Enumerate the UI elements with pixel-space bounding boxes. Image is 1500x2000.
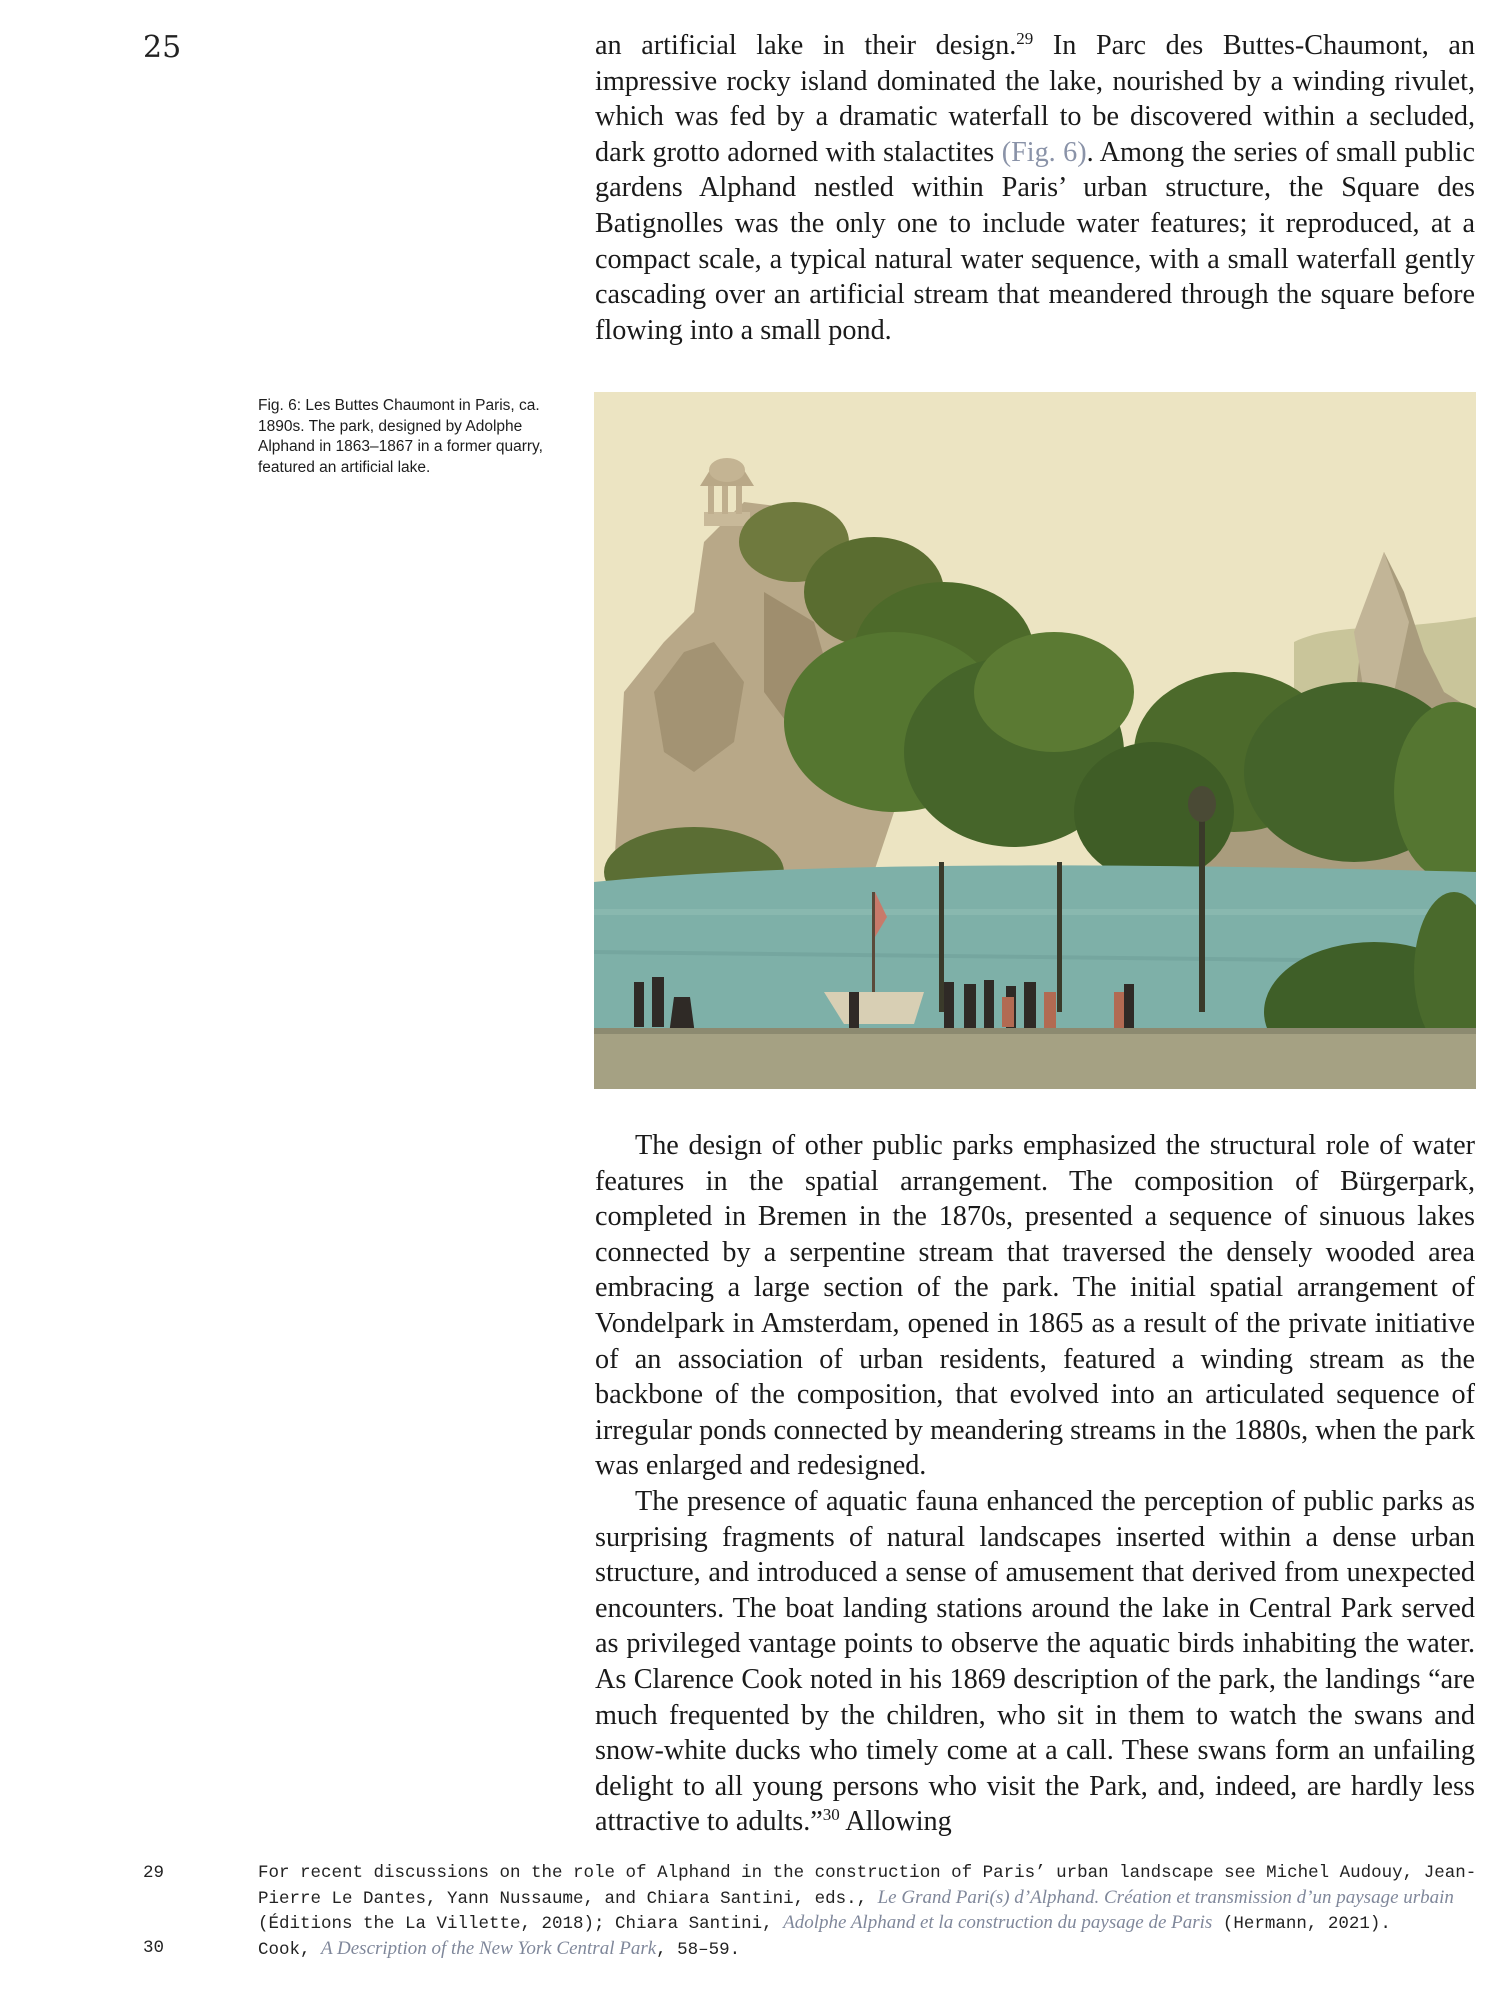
paragraph-text: . Among the series of small public gardens Alphand nestled within Paris’ urban structure, the Square des Batignolles was the only one to include water features; it reproduced, at a compact scale, a typical natural water sequence, with a small waterfall gently cascading over an artificial stream that meandered through the square before flowing into a small pond. — [595, 136, 1476, 346]
footnotes — [143, 1862, 1478, 1962]
figure-reference-link[interactable]: (Fig. 6) — [1001, 136, 1087, 168]
paragraph-text: Allowing — [839, 1806, 952, 1838]
footnote-book-title: Adolphe Alphand et la construction du paysage de Paris — [783, 1912, 1213, 1933]
footnote-29 — [143, 1862, 1478, 1937]
footnote-text: For recent discussions on the role of Alphand in the construction of Paris’ urban landscape see Michel Audouy, Jean-Pierre Le Dantes, Yann Nussaume, and Chiara Santini, eds., — [258, 1863, 1477, 1909]
footnote-text: Cook, — [258, 1939, 322, 1960]
footnote-text: (Éditions the La Villette, 2018); Chiara Santini, — [258, 1914, 784, 1934]
body-text-top — [595, 28, 1475, 348]
footnote-number: 30 — [143, 1937, 165, 1958]
figure-photo-buttes-chaumont — [594, 392, 1476, 1089]
footnote-text: , 58–59. — [656, 1939, 741, 1960]
footnote-book-title: A Description of the New York Central Park — [321, 1937, 657, 1959]
paragraph — [595, 28, 1475, 348]
footnote-number: 29 — [143, 1863, 165, 1883]
page-number: 25 — [143, 30, 182, 65]
footnote-30 — [143, 1937, 1478, 1963]
paragraph — [595, 1484, 1475, 1840]
body-text-bottom — [595, 1128, 1475, 1840]
paragraph-text: an artificial lake in their design. — [595, 30, 1017, 61]
figure-caption: Fig. 6: Les Buttes Chaumont in Paris, ca. 1890s. The park, designed by Adolphe Alphand in 1863–1867 in a former quarry, featured an artificial lake. — [258, 397, 543, 476]
footnote-ref-30[interactable]: 30 — [822, 1805, 840, 1825]
footnote-text: (Hermann, 2021). — [1212, 1914, 1391, 1934]
footnote-book-title: Le Grand Pari(s) d’Alphand. Création et transmission d’un paysage urbain — [877, 1886, 1454, 1908]
paragraph-text: The presence of aquatic fauna enhanced the perception of public parks as surprising fragments of natural landscapes inserted within a dense urban structure, and introduced a sense of amusement that derived from unexpected encounters. The boat landing stations around the lake in Central Park served as privileged vantage points to observe the aquatic birds inhabiting the water. As Clarence Cook noted in his 1869 description of the park, the landings “are much frequented by the children, who sit in them to watch the swans and snow-white ducks who timely come at a call. These swans form an unfailing delight to all young persons who visit the Park, and, indeed, are hardly less attractive to adults.” — [595, 1485, 1475, 1838]
paragraph-text: In Parc des Buttes-Chaumont, an impressive rocky island dominated the lake, nourished by a winding rivulet, which was fed by a dramatic waterfall to be discovered within a secluded, dark grotto adorned with stalactites — [595, 30, 1475, 168]
paragraph: The design of other public parks emphasized the structural role of water features in the spatial arrangement. The composition of Bürgerpark, completed in Bremen in the 1870s, presented a sequence of sinuous lakes connected by a serpentine stream that traversed the densely wooded area embracing a large section of the park. The initial spatial arrangement of Vondelpark in Amsterdam, opened in 1865 as a result of the private initiative of an association of urban residents, featured a winding stream as the backbone of the composition, that evolved into an articulated sequence of irregular ponds connected by meandering streams in the 1880s, when the park was enlarged and redesigned. — [595, 1130, 1475, 1482]
footnote-ref-29[interactable]: 29 — [1016, 29, 1034, 48]
photo-illustration — [594, 392, 1476, 1089]
